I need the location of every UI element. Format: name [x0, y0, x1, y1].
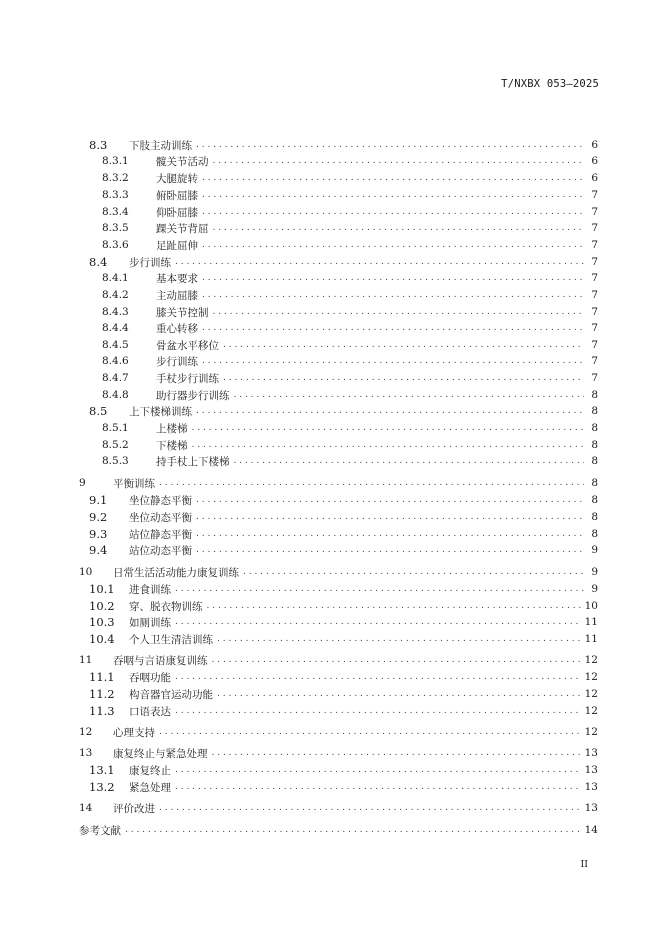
toc-entry-number: 10.1: [89, 582, 115, 596]
toc-leader-dots: [175, 672, 581, 682]
toc-entry-number: 8.3.4: [102, 206, 129, 218]
toc-entry-number: 9: [79, 477, 86, 489]
toc-entry[interactable]: [102, 388, 598, 402]
toc-leader-dots: [202, 290, 584, 300]
toc-entry-page: 8: [591, 477, 598, 489]
toc-entry-title: 仰卧屈膝: [156, 206, 198, 219]
toc-entry-title: 康复终止与紧急处理: [113, 747, 208, 760]
toc-leader-dots: [202, 323, 584, 333]
toc-entry[interactable]: [89, 670, 598, 684]
toc-entry-title: 日常生活活动能力康复训练: [113, 566, 239, 579]
toc-entry-title: 步行训练: [156, 355, 198, 368]
toc-entry-title: 主动屈膝: [156, 289, 198, 302]
toc-entry[interactable]: [102, 338, 598, 352]
toc-entry-title: 手杖步行训练: [156, 372, 219, 385]
toc-entry-title: 坐位动态平衡: [129, 511, 192, 524]
toc-leader-dots: [223, 373, 584, 383]
toc-leader-dots: [212, 655, 581, 665]
toc-entry-title: 参考文献: [79, 824, 121, 837]
toc-entry-title: 下楼梯: [156, 439, 188, 452]
toc-entry[interactable]: [102, 354, 598, 368]
toc-leader-dots: [234, 390, 585, 400]
toc-entry-number: 8.4.8: [102, 389, 129, 401]
toc-entry-number: 10.2: [89, 599, 115, 613]
toc-entry-number: 8.3.1: [102, 155, 129, 167]
toc-entry-number: 11.1: [89, 670, 115, 684]
toc-entry-page: 11: [584, 616, 598, 628]
toc-entry-page: 12: [584, 671, 598, 683]
toc-entry-title: 如厕训练: [129, 616, 171, 629]
toc-entry-page: 7: [591, 306, 598, 318]
toc-entry-number: 11.2: [89, 687, 115, 701]
toc-entry-title: 个人卫生清洁训练: [129, 633, 213, 646]
toc-entry-title: 足趾屈伸: [156, 239, 198, 252]
toc-entry-page: 8: [591, 389, 598, 401]
toc-entry-title: 站位动态平衡: [129, 544, 192, 557]
toc-leader-dots: [234, 456, 585, 466]
toc-entry-number: 8.5.2: [102, 439, 129, 451]
toc-entry-page: 13: [584, 747, 598, 759]
toc-entry-number: 11.3: [89, 704, 115, 718]
document-code: T/NXBX 053—2025: [501, 78, 599, 90]
toc-entry-number: 10: [79, 566, 93, 578]
toc-leader-dots: [196, 140, 584, 150]
toc-entry-page: 9: [591, 566, 598, 578]
toc-leader-dots: [192, 423, 585, 433]
toc-entry-title: 髋关节活动: [156, 155, 209, 168]
toc-entry-page: 7: [591, 256, 598, 268]
toc-entry-page: 6: [591, 172, 598, 184]
toc-entry[interactable]: [89, 510, 598, 524]
toc-entry-title: 进食训练: [129, 583, 171, 596]
toc-leader-dots: [175, 782, 581, 792]
toc-entry[interactable]: [79, 725, 598, 739]
toc-entry-title: 构音器官运动功能: [129, 688, 213, 701]
toc-entry-page: 8: [591, 511, 598, 523]
toc-entry[interactable]: [89, 138, 598, 152]
toc-entry-page: 10: [584, 600, 598, 612]
toc-entry[interactable]: [89, 527, 598, 541]
toc-leader-dots: [175, 584, 584, 594]
toc-entry[interactable]: [89, 404, 598, 418]
toc-entry-page: 8: [591, 422, 598, 434]
toc-entry[interactable]: [79, 823, 598, 837]
toc-entry-title: 骨盆水平移位: [156, 339, 219, 352]
toc-entry-number: 8.3.6: [102, 239, 129, 251]
toc-entry-number: 13.1: [89, 763, 115, 777]
toc-entry-title: 紧急处理: [129, 781, 171, 794]
toc-entry-number: 13.2: [89, 780, 115, 794]
toc-entry-number: 9.4: [89, 543, 108, 557]
toc-entry-title: 穿、脱衣物训练: [129, 600, 203, 613]
toc-entry-title: 吞咽与言语康复训练: [113, 654, 208, 667]
toc-entry-title: 踝关节背屈: [156, 222, 209, 235]
toc-entry[interactable]: [102, 321, 598, 335]
toc-entry-page: 6: [591, 155, 598, 167]
toc-entry[interactable]: [89, 704, 598, 718]
page-number: II: [580, 859, 588, 870]
toc-entry-number: 8.5.1: [102, 422, 129, 434]
toc-entry[interactable]: [102, 205, 598, 219]
toc-entry-number: 8.3.2: [102, 172, 129, 184]
toc-leader-dots: [202, 356, 584, 366]
toc-leader-dots: [213, 223, 585, 233]
toc-leader-dots: [202, 173, 584, 183]
toc-entry-page: 7: [591, 222, 598, 234]
toc-entry[interactable]: [89, 599, 598, 613]
toc-entry-number: 10.4: [89, 632, 115, 646]
toc-entry-number: 8.4.4: [102, 322, 129, 334]
toc-entry-title: 上楼梯: [156, 422, 188, 435]
toc-entry[interactable]: [102, 154, 598, 168]
toc-entry-page: 7: [591, 339, 598, 351]
toc-entry-number: 8.4.6: [102, 355, 129, 367]
toc-entry[interactable]: [102, 454, 598, 468]
toc-entry-page: 7: [591, 239, 598, 251]
toc-leader-dots: [212, 748, 581, 758]
toc-leader-dots: [217, 634, 581, 644]
toc-entry-title: 俯卧屈膝: [156, 189, 198, 202]
toc-entry-page: 14: [584, 824, 598, 836]
toc-entry-page: 12: [584, 688, 598, 700]
toc-entry[interactable]: [79, 801, 598, 815]
toc-leader-dots: [202, 273, 584, 283]
toc-entry[interactable]: [89, 763, 598, 777]
toc-entry-number: 9.2: [89, 510, 108, 524]
toc-entry[interactable]: [102, 271, 598, 285]
toc-entry-number: 8.4.1: [102, 272, 129, 284]
toc-leader-dots: [175, 257, 584, 267]
toc-entry-page: 9: [591, 583, 598, 595]
toc-leader-dots: [202, 190, 584, 200]
toc-entry[interactable]: [102, 438, 598, 452]
toc-leader-dots: [175, 765, 581, 775]
toc-entry[interactable]: [89, 687, 598, 701]
toc-entry[interactable]: [102, 421, 598, 435]
toc-entry[interactable]: [79, 565, 598, 579]
toc-entry-number: 9.1: [89, 493, 108, 507]
toc-entry-title: 基本要求: [156, 272, 198, 285]
toc-leader-dots: [243, 567, 584, 577]
toc-entry-page: 8: [591, 494, 598, 506]
toc-entry-number: 10.3: [89, 615, 115, 629]
toc-entry-number: 8.3: [89, 138, 108, 152]
toc-entry-title: 坐位静态平衡: [129, 494, 192, 507]
toc-entry-title: 康复终止: [129, 764, 171, 777]
toc-entry-number: 8.4.2: [102, 289, 129, 301]
toc-entry-page: 13: [584, 764, 598, 776]
toc-entry-page: 6: [591, 139, 598, 151]
toc-entry[interactable]: [89, 493, 598, 507]
toc-entry-title: 持手杖上下楼梯: [156, 455, 230, 468]
toc-leader-dots: [125, 825, 581, 835]
toc-leader-dots: [159, 727, 581, 737]
toc-entry-page: 11: [584, 633, 598, 645]
toc-entry-title: 站位静态平衡: [129, 528, 192, 541]
toc-entry[interactable]: [102, 305, 598, 319]
toc-entry-page: 7: [591, 322, 598, 334]
toc-entry-title: 口语表达: [129, 705, 171, 718]
toc-entry-number: 8.4.7: [102, 372, 129, 384]
toc-leader-dots: [196, 406, 584, 416]
toc-entry-number: 8.4.5: [102, 339, 129, 351]
toc-leader-dots: [196, 545, 584, 555]
toc-leader-dots: [192, 440, 585, 450]
toc-entry-page: 12: [584, 654, 598, 666]
toc-entry-page: 7: [591, 272, 598, 284]
toc-entry-page: 13: [584, 802, 598, 814]
toc-entry-title: 下肢主动训练: [129, 139, 192, 152]
toc-leader-dots: [213, 156, 585, 166]
toc-entry[interactable]: [89, 255, 598, 269]
toc-leader-dots: [159, 803, 581, 813]
toc-leader-dots: [175, 706, 581, 716]
toc-entry-page: 7: [591, 206, 598, 218]
toc-entry-number: 12: [79, 726, 93, 738]
toc-leader-dots: [196, 529, 584, 539]
toc-entry-title: 上下楼梯训练: [129, 405, 192, 418]
toc-entry-page: 12: [584, 726, 598, 738]
toc-entry[interactable]: [89, 543, 598, 557]
toc-entry-number: 9.3: [89, 527, 108, 541]
toc-entry-title: 心理支持: [113, 726, 155, 739]
toc-entry-title: 步行训练: [129, 256, 171, 269]
toc-entry[interactable]: [102, 238, 598, 252]
toc-leader-dots: [223, 340, 584, 350]
toc-entry-title: 吞咽功能: [129, 671, 171, 684]
toc-entry-number: 8.3.5: [102, 222, 129, 234]
toc-entry-page: 7: [591, 189, 598, 201]
toc-entry-page: 12: [584, 705, 598, 717]
toc-entry-page: 13: [584, 781, 598, 793]
toc-entry-page: 8: [591, 528, 598, 540]
toc-entry-page: 7: [591, 289, 598, 301]
toc-entry-title: 大腿旋转: [156, 172, 198, 185]
toc-entry-number: 8.3.3: [102, 189, 129, 201]
toc-entry-number: 8.5.3: [102, 455, 129, 467]
toc-entry[interactable]: [102, 188, 598, 202]
toc-leader-dots: [207, 601, 581, 611]
toc-entry[interactable]: [102, 221, 598, 235]
toc-entry-page: 8: [591, 455, 598, 467]
toc-entry[interactable]: [89, 632, 598, 646]
toc-entry-page: 8: [591, 439, 598, 451]
toc-entry[interactable]: [89, 615, 598, 629]
toc-entry[interactable]: [89, 582, 598, 596]
toc-entry-title: 膝关节控制: [156, 306, 209, 319]
toc-entry[interactable]: [89, 780, 598, 794]
toc-entry-number: 11: [79, 654, 93, 666]
toc-entry[interactable]: [102, 371, 598, 385]
toc-leader-dots: [202, 207, 584, 217]
toc-leader-dots: [217, 689, 581, 699]
toc-leader-dots: [202, 240, 584, 250]
toc-entry[interactable]: [102, 171, 598, 185]
toc-leader-dots: [175, 617, 581, 627]
toc-entry-page: 7: [591, 372, 598, 384]
toc-entry-page: 9: [591, 544, 598, 556]
toc-leader-dots: [159, 478, 584, 488]
toc-entry-number: 8.4.3: [102, 306, 129, 318]
toc-entry[interactable]: [79, 476, 598, 490]
toc-entry-title: 平衡训练: [113, 477, 155, 490]
toc-entry[interactable]: [79, 746, 598, 760]
toc-entry-page: 7: [591, 355, 598, 367]
toc-leader-dots: [213, 307, 585, 317]
toc-entry[interactable]: [102, 288, 598, 302]
toc-entry-number: 8.5: [89, 404, 108, 418]
toc-entry-page: 8: [591, 405, 598, 417]
toc-entry-title: 助行器步行训练: [156, 389, 230, 402]
toc-leader-dots: [196, 495, 584, 505]
toc-leader-dots: [196, 512, 584, 522]
toc-entry-title: 重心转移: [156, 322, 198, 335]
toc-entry-number: 14: [79, 802, 93, 814]
toc-entry-title: 评价改进: [113, 802, 155, 815]
toc-entry-number: 8.4: [89, 255, 108, 269]
toc-entry[interactable]: [79, 653, 598, 667]
toc-entry-number: 13: [79, 747, 93, 759]
